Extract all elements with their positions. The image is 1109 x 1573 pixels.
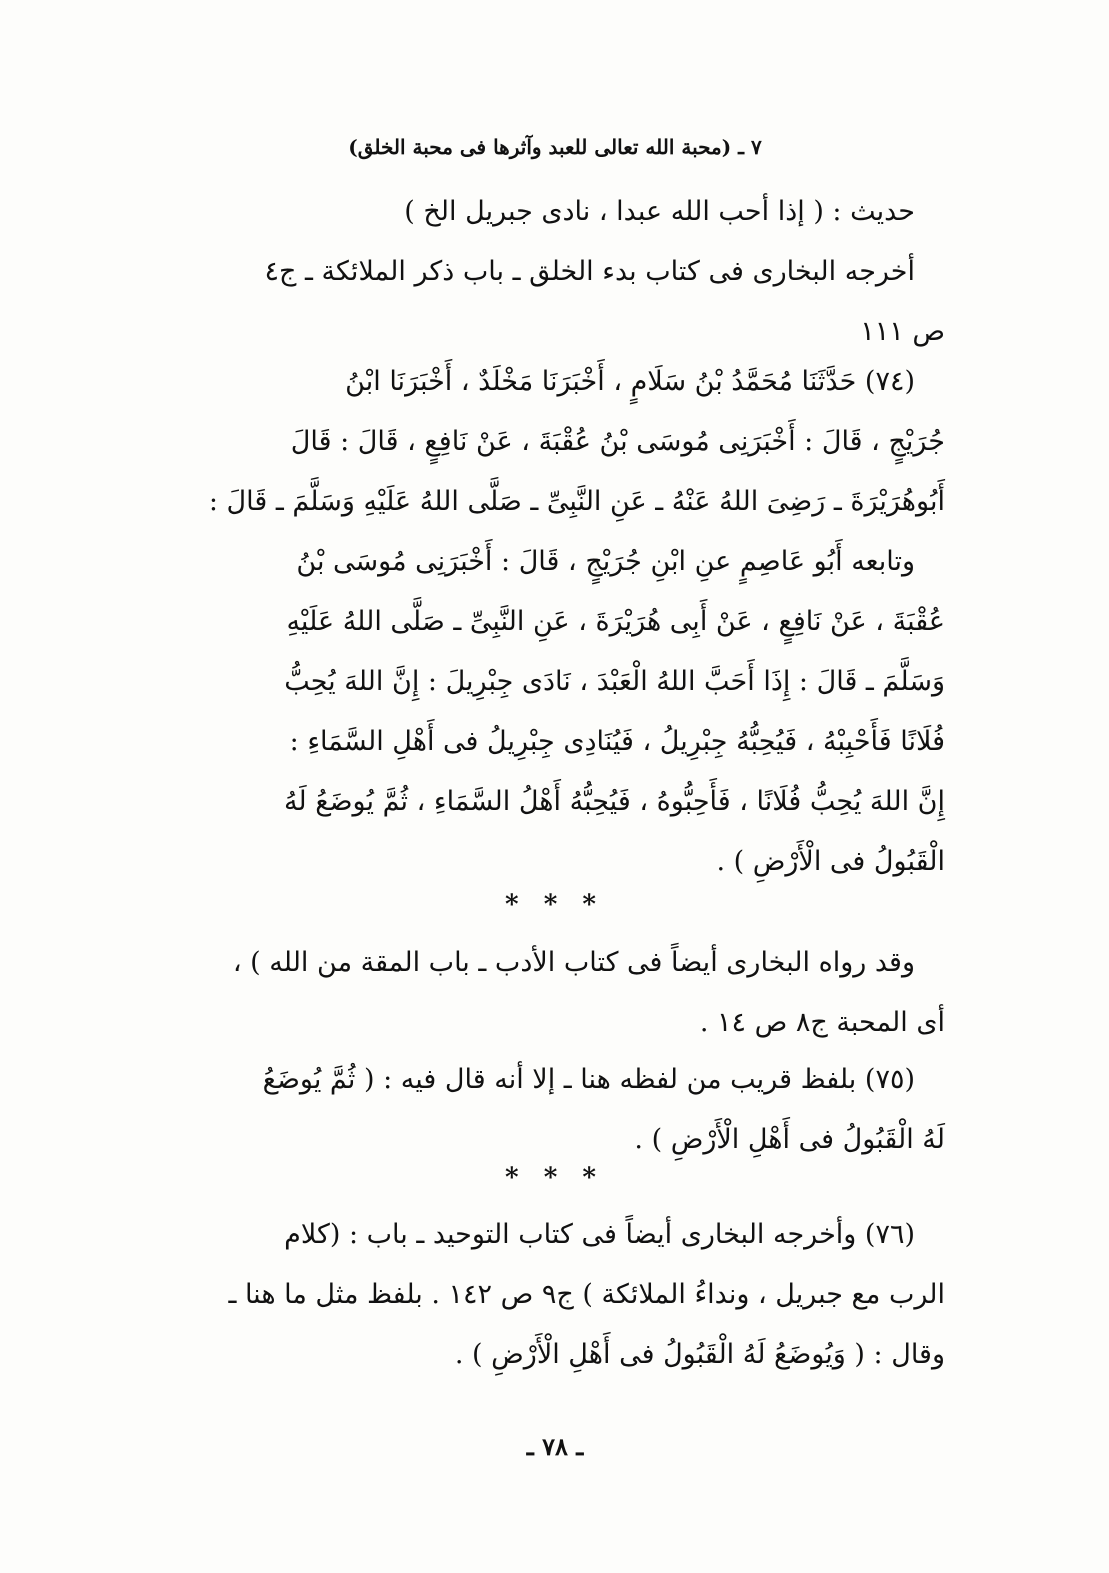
hadith-line: وَسَلَّمَ ـ قَالَ : إِذَا أَحَبَّ اللهُ الْعَبْدَ ، نَادَى جِبْرِيلَ : إِنَّ اللهَ يُحِبُّ bbox=[284, 666, 945, 697]
hadith-line: فُلَانًا فَأَحْبِبْهُ ، فَيُحِبُّهُ جِبْرِيلُ ، فَيُنَادِى جِبْرِيلُ فى أَهْلِ السَّمَاءِ : bbox=[289, 726, 945, 757]
hadith-line: عُقْبَةَ ، عَنْ نَافِعٍ ، عَنْ أَبِى هُرَيْرَةَ ، عَنِ النَّبِىِّ ـ صَلَّى اللهُ عَلَيْهِ bbox=[286, 606, 945, 637]
riwaya-line: أى المحبة ج٨ ص ١٤ . bbox=[699, 1007, 945, 1038]
intro-line: حديث : ( إذا أحب الله عبدا ، نادى جبريل الخ ) bbox=[404, 196, 915, 227]
hadith-line: وقال : ( وَيُوضَعُ لَهُ الْقَبُولُ فى أَهْلِ الْأَرْضِ ) . bbox=[454, 1339, 945, 1370]
section-separator: * * * bbox=[505, 890, 604, 920]
intro-line: ص ١١١ bbox=[860, 316, 945, 347]
hadith-line: لَهُ الْقَبُولُ فى أَهْلِ الْأَرْضِ ) . bbox=[634, 1124, 945, 1155]
hadith-line: جُرَيْجٍ ، قَالَ : أَخْبَرَنِى مُوسَى بْنُ عُقْبَةَ ، عَنْ نَافِعٍ ، قَالَ : قَالَ bbox=[290, 426, 945, 457]
intro-line: أخرجه البخارى فى كتاب بدء الخلق ـ باب ذكر الملائكة ـ ج٤ bbox=[264, 256, 915, 287]
hadith-line: (٧٤) حَدَّثَنَا مُحَمَّدُ بْنُ سَلَامٍ ، أَخْبَرَنَا مَخْلَدٌ ، أَخْبَرَنَا ابْنُ bbox=[345, 366, 915, 397]
hadith-line: (٧٥) بلفظ قريب من لفظه هنا ـ إلا أنه قال فيه : ( ثُمَّ يُوضَعُ bbox=[262, 1064, 915, 1095]
riwaya-line: وقد رواه البخارى أيضاً فى كتاب الأدب ـ باب المقة من الله ) ، bbox=[232, 947, 915, 978]
hadith-76 bbox=[140, 1205, 945, 1385]
riwaya-section bbox=[140, 933, 945, 1053]
hadith-line: (٧٦) وأخرجه البخارى أيضاً فى كتاب التوحيد ـ باب : (كلام bbox=[284, 1219, 915, 1250]
hadith-75 bbox=[140, 1050, 945, 1170]
hadith-line: وتابعه أَبُو عَاصِمٍ عنِ ابْنِ جُرَيْجٍ ، قَالَ : أَخْبَرَنِى مُوسَى بْنُ bbox=[296, 546, 915, 577]
hadith-line: الرب مع جبريل ، ونداءُ الملائكة ) ج٩ ص ١٤٢ . بلفظ مثل ما هنا ـ bbox=[228, 1279, 945, 1310]
page-heading: ٧ ـ (محبة الله تعالى للعبد وآثرها فى محبة الخلق) bbox=[348, 135, 762, 159]
hadith-line: أَبُوهُرَيْرَةَ ـ رَضِىَ اللهُ عَنْهُ ـ عَنِ النَّبِىِّ ـ صَلَّى اللهُ عَلَيْهِ وَسَلَّمَ ـ قَالَ : bbox=[208, 486, 945, 517]
page-number: ـ ٧٨ ـ bbox=[526, 1432, 584, 1461]
section-separator: * * * bbox=[505, 1163, 604, 1193]
hadith-74 bbox=[140, 352, 945, 892]
intro-section bbox=[140, 182, 945, 362]
hadith-line: إِنَّ اللهَ يُحِبُّ فُلَانًا ، فَأَحِبُّوهُ ، فَيُحِبُّهُ أَهْلُ السَّمَاءِ ، ثُمَّ يُوضَعُ لَهُ bbox=[283, 786, 945, 817]
hadith-line: الْقَبُولُ فى الْأَرْضِ ) . bbox=[716, 846, 945, 877]
